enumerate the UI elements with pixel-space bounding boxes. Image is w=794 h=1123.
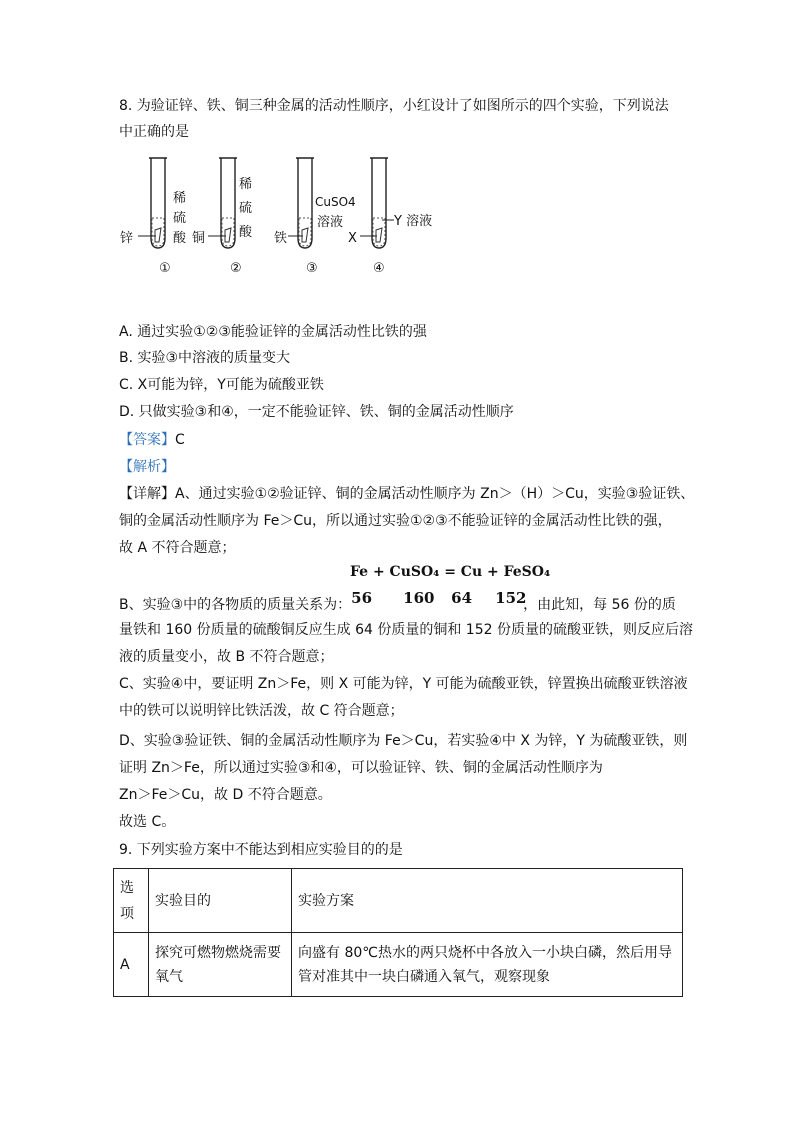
- tube-1-sol-0: 稀: [173, 191, 187, 206]
- reaction-equation: [350, 564, 550, 580]
- tube-3-sol-1: 溶液: [317, 215, 344, 230]
- mass-cuso4: 160: [403, 589, 435, 607]
- table-header-row: [114, 869, 683, 933]
- tube-4-number: ④: [373, 261, 385, 276]
- tube-2: [192, 158, 253, 276]
- tube-4: [348, 158, 432, 276]
- tube-4-sol-0: Y 溶液: [394, 214, 433, 229]
- q8-stem-line1: 8. 为验证锌、铁、铜三种金属的活动性顺序，小红设计了如图所示的四个实验，下列说法: [119, 98, 669, 114]
- row-plan: 向盛有 80℃热水的两只烧杯中各放入一小块白磷，然后用导 管对准其中一块白磷通入氧气，观察现象: [292, 933, 683, 997]
- q9-table: [113, 868, 683, 997]
- detail-b-line1: B、实验③中的各物质的质量关系为：56 160 64 152，由此知，每 56 份的质: [119, 589, 676, 613]
- tube-4-metal: X: [348, 231, 357, 246]
- detail-d-line3: Zn＞Fe＞Cu，故 D 不符合题意。: [119, 787, 332, 803]
- detail-d-line2: 证明 Zn＞Fe，所以通过实验③和④，可以验证锌、铁、铜的金属活动性顺序为: [119, 760, 603, 776]
- mass-row: [351, 588, 527, 608]
- tube-1: [120, 158, 187, 276]
- table-row: [114, 933, 683, 997]
- test-tube-figure: [118, 150, 433, 280]
- tube-2-sol-2: 酸: [239, 225, 253, 240]
- detail-b-line2: 量铁和 160 份质量的硫酸铜反应生成 64 份质量的铜和 152 份质量的硫酸亚铁，则反应后溶: [119, 622, 693, 638]
- tube-3-metal: 铁: [274, 231, 288, 246]
- mass-fe: 56: [351, 589, 373, 607]
- tube-2-number: ②: [230, 261, 242, 276]
- tube-1-metal: 锌: [120, 231, 134, 246]
- q8-option-c: C. X可能为锌，Y可能为硫酸亚铁: [119, 377, 324, 393]
- tube-1-sol-2: 酸: [173, 231, 187, 246]
- header-option: 选项: [114, 869, 149, 933]
- tube-2-sol-1: 硫: [239, 201, 253, 216]
- detail-a-line3: 故 A 不符合题意；: [119, 540, 236, 556]
- tube-3-sol-0: CuSO4: [315, 195, 356, 209]
- conclusion: 故选 C。: [119, 814, 176, 830]
- answer-label: 【答案】: [119, 432, 175, 448]
- q8-stem-line2: 中正确的是: [119, 124, 189, 140]
- equation-formula: Fe + CuSO₄ = Cu + FeSO₄: [350, 564, 551, 580]
- detail-a-line2: 铜的金属活动性顺序为 Fe＞Cu，所以通过实验①②③不能验证锌的金属活动性比铁的强，: [119, 513, 672, 529]
- detail-b-line3: 液的质量变小，故 B 不符合题意；: [119, 649, 334, 665]
- analysis-label: 【解析】: [119, 459, 175, 475]
- tube-3-number: ③: [306, 261, 318, 276]
- answer-value: C: [175, 432, 185, 448]
- mass-cu: 64: [451, 589, 473, 607]
- detail-c-line1: C、实验④中，要证明 Zn＞Fe，则 X 可能为锌，Y 可能为硫酸亚铁，锌置换出硫酸亚铁溶液: [119, 676, 688, 692]
- q8-option-a: A. 通过实验①②③能验证锌的金属活动性比铁的强: [119, 324, 427, 340]
- row-option: A: [114, 933, 149, 997]
- detail-a-line1: 【详解】A、通过实验①②验证锌、铜的金属活动性顺序为 Zn＞（H）＞Cu，实验③验证铁、: [119, 486, 695, 502]
- detail-label: 【详解】: [119, 486, 175, 502]
- detail-c-line2: 中的铁可以说明锌比铁活泼，故 C 符合题意；: [119, 703, 404, 719]
- tube-1-number: ①: [159, 261, 171, 276]
- header-plan: 实验方案: [292, 869, 683, 933]
- q8-option-b: B. 实验③中溶液的质量变大: [119, 350, 291, 366]
- header-purpose: 实验目的: [149, 869, 292, 933]
- mass-feso4: 152: [495, 589, 527, 607]
- tube-2-sol-0: 稀: [239, 177, 253, 192]
- tube-2-metal: 铜: [192, 231, 206, 246]
- detail-d-line1: D、实验③验证铁、铜的金属活动性顺序为 Fe＞Cu，若实验④中 X 为锌，Y 为硫酸亚铁，则: [119, 733, 688, 749]
- tube-3: [274, 158, 356, 276]
- q8-answer: [119, 430, 185, 450]
- q8-option-d: D. 只做实验③和④，一定不能验证锌、铁、铜的金属活动性顺序: [119, 404, 514, 420]
- row-purpose: 探究可燃物燃烧需要 氧气: [149, 933, 292, 997]
- q9-stem: 9. 下列实验方案中不能达到相应实验目的的是: [119, 842, 403, 858]
- tube-1-sol-1: 硫: [173, 211, 187, 226]
